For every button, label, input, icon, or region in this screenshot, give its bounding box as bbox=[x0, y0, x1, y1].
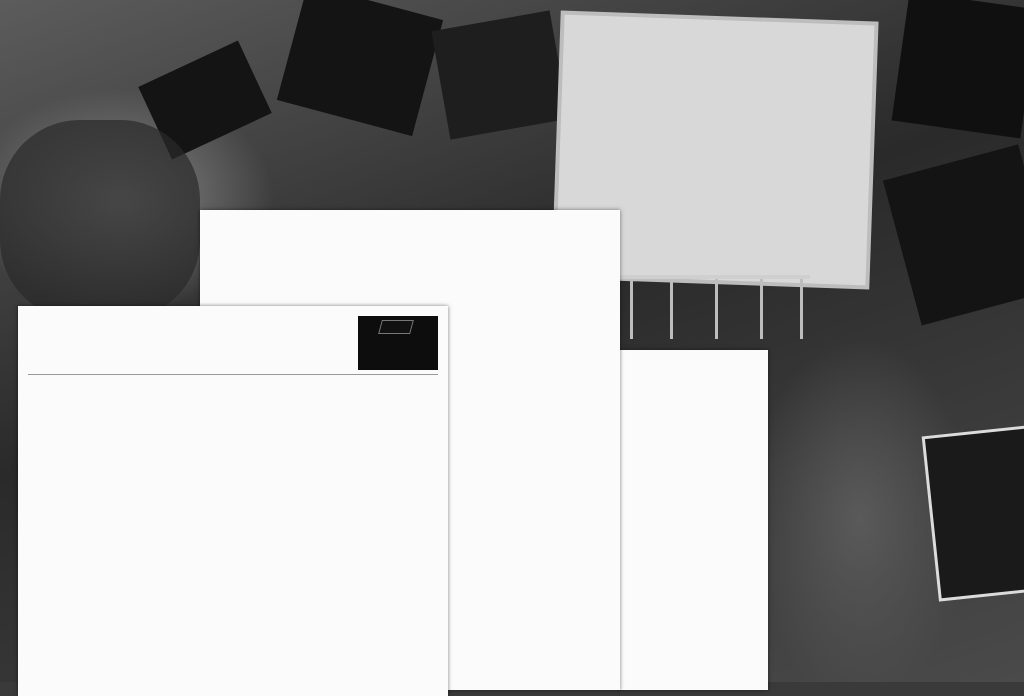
memo-page-1 bbox=[18, 306, 448, 696]
flag-icon bbox=[378, 320, 414, 334]
black-flag bbox=[277, 0, 443, 136]
black-flag bbox=[883, 144, 1024, 325]
sign-line-3 bbox=[560, 145, 870, 156]
sign-line-2 bbox=[562, 97, 872, 108]
sign-line-4 bbox=[558, 197, 868, 208]
memo-page-3 bbox=[618, 350, 768, 690]
protest-sign-2 bbox=[922, 424, 1024, 601]
sign-line-1 bbox=[563, 53, 873, 64]
reference-bar bbox=[28, 374, 438, 378]
black-flag bbox=[892, 0, 1024, 138]
hizbut-tahrir-logo bbox=[358, 316, 438, 370]
crowd-shadow bbox=[0, 120, 200, 320]
black-flag bbox=[431, 10, 568, 139]
sign-stand bbox=[620, 275, 810, 339]
